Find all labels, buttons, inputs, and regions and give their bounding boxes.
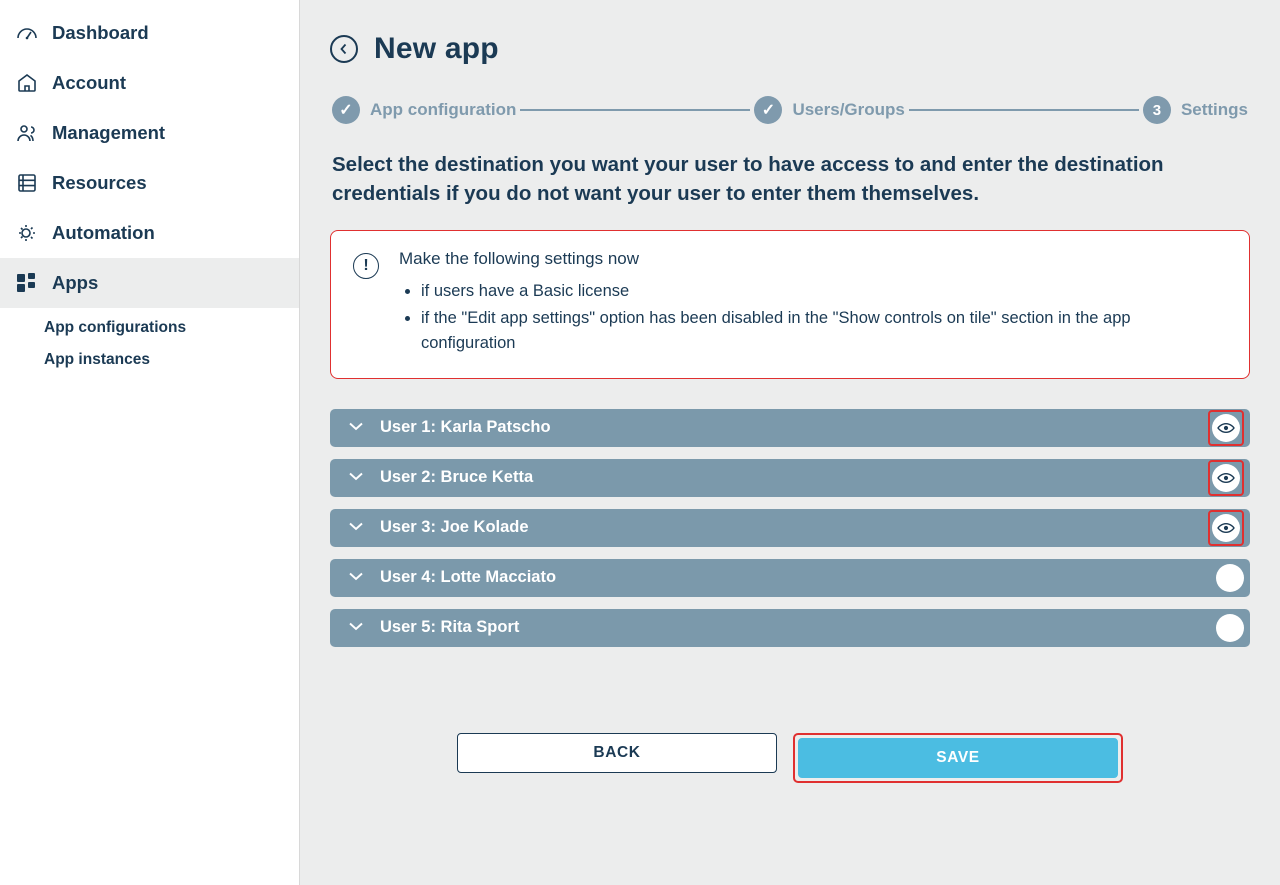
user-row[interactable]: [330, 559, 1250, 597]
sidebar-item-management[interactable]: [0, 108, 299, 158]
sidebar-item-resources[interactable]: [0, 158, 299, 208]
step-settings[interactable]: [1143, 96, 1248, 124]
user-row-actions: [1216, 614, 1244, 642]
sidebar-item-label: Account: [52, 71, 126, 93]
user-row[interactable]: [330, 409, 1250, 447]
eye-icon[interactable]: [1212, 514, 1240, 542]
sidebar-item-automation[interactable]: [0, 208, 299, 258]
chevron-down-icon[interactable]: [346, 622, 366, 631]
highlight-box: [1208, 510, 1244, 546]
user-list: [330, 409, 1250, 647]
sidebar-item-label: Automation: [52, 221, 155, 243]
user-row-actions: [1208, 460, 1244, 496]
sidebar-item-label: Dashboard: [52, 21, 149, 43]
sidebar-item-apps[interactable]: [0, 258, 299, 308]
automation-gear-icon: [10, 221, 44, 245]
step-label: App configuration: [370, 100, 517, 119]
step-label: Users/Groups: [792, 100, 905, 119]
user-row-label: User 2: Bruce Ketta: [380, 468, 534, 487]
notice-title: Make the following settings now: [399, 249, 640, 269]
highlight-box: [1208, 460, 1244, 496]
page-header: [330, 32, 1250, 66]
wizard-stepper: [332, 96, 1248, 124]
server-icon: [10, 171, 44, 195]
eye-icon[interactable]: [1212, 464, 1240, 492]
save-button[interactable]: SAVE: [798, 738, 1118, 778]
user-row-actions: [1216, 564, 1244, 592]
sidebar-subnav: [0, 308, 299, 378]
gauge-icon: [10, 21, 44, 45]
users-icon: [10, 121, 44, 145]
save-highlight-box: [793, 733, 1123, 783]
sidebar-item-label: Management: [52, 121, 166, 143]
user-row-label: User 4: Lotte Macciato: [380, 568, 557, 587]
sidebar: [0, 0, 300, 885]
step-connector: [520, 109, 750, 111]
sidebar-subitem-app-instances[interactable]: App instances: [44, 351, 150, 368]
sidebar-subitem-app-configurations[interactable]: App configurations: [44, 319, 187, 336]
chevron-down-icon[interactable]: [346, 422, 366, 431]
user-row[interactable]: [330, 459, 1250, 497]
step-marker: ✓: [332, 96, 360, 124]
user-row[interactable]: [330, 509, 1250, 547]
notice-panel: [330, 230, 1250, 379]
sidebar-item-dashboard[interactable]: [0, 8, 299, 58]
exclamation-circle-icon: !: [353, 253, 379, 279]
chevron-down-icon[interactable]: [346, 522, 366, 531]
sidebar-item-label: Resources: [52, 171, 147, 193]
chevron-left-circle-icon[interactable]: [330, 35, 358, 63]
user-row-label: User 1: Karla Patscho: [380, 418, 551, 437]
notice-bullet: • if users have a Basic license: [421, 279, 1227, 305]
step-app-configuration[interactable]: [332, 96, 516, 124]
blank-circle-icon[interactable]: [1216, 564, 1244, 592]
user-row[interactable]: [330, 609, 1250, 647]
highlight-box: [1208, 410, 1244, 446]
user-row-actions: [1208, 410, 1244, 446]
page-title: New app: [374, 32, 499, 65]
back-button[interactable]: BACK: [457, 733, 777, 773]
notice-bullet-list: [399, 279, 1227, 357]
step-connector: [909, 109, 1139, 111]
step-users-groups[interactable]: [754, 96, 904, 124]
main-content: [300, 0, 1280, 885]
instruction-text: Select the destination you want your user to have access to and enter the destination credentials if you do not want your user to enter them themselves.: [332, 153, 1164, 206]
apps-grid-icon: [10, 272, 44, 294]
sidebar-item-label: Apps: [52, 271, 99, 293]
user-row-label: User 5: Rita Sport: [380, 618, 520, 637]
step-marker: 3: [1143, 96, 1171, 124]
step-marker: ✓: [754, 96, 782, 124]
footer-actions: [330, 733, 1250, 783]
sidebar-item-account[interactable]: [0, 58, 299, 108]
notice-body: [399, 249, 1227, 358]
user-row-actions: [1208, 510, 1244, 546]
notice-bullet: • if the "Edit app settings" option has been disabled in the "Show controls on tile" section in the app configuration: [421, 306, 1227, 357]
eye-icon[interactable]: [1212, 414, 1240, 442]
chevron-down-icon[interactable]: [346, 472, 366, 481]
blank-circle-icon[interactable]: [1216, 614, 1244, 642]
step-label: Settings: [1180, 100, 1248, 119]
user-row-label: User 3: Joe Kolade: [380, 518, 529, 537]
home-icon: [10, 71, 44, 95]
chevron-down-icon[interactable]: [346, 572, 366, 581]
